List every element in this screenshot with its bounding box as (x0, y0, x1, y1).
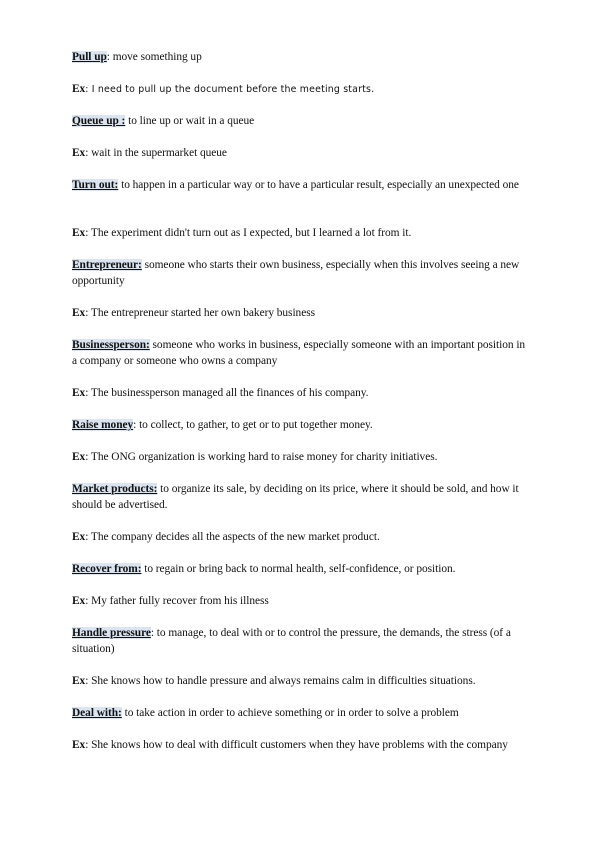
example-text: : wait in the supermarket queue (85, 147, 227, 159)
definition-line (72, 258, 532, 289)
vocab-term: Handle pressure (72, 627, 151, 639)
example-text: : The entrepreneur started her own bakery business (85, 307, 315, 319)
definition-line (72, 50, 532, 66)
example-label: Ex (72, 595, 86, 607)
definition-line (72, 114, 532, 130)
example-line (72, 738, 532, 754)
example-line (72, 594, 532, 610)
example-line (72, 306, 532, 322)
vocab-term: Market products: (72, 483, 158, 495)
example-line (72, 82, 532, 98)
definition-text: to organize its sale, by deciding on its price, where it should be sold, and how it should be advertised. (72, 483, 519, 511)
vocab-term: Raise money (72, 419, 134, 431)
example-line (72, 530, 532, 546)
definition-line (72, 178, 532, 194)
definition-text: someone who starts their own business, especially when this involves seeing a new opportunity (72, 259, 520, 287)
vocab-term: Recover from: (72, 563, 142, 575)
definition-line (72, 418, 532, 434)
example-label: Ex (72, 227, 86, 239)
example-text: : She knows how to deal with difficult customers when they have problems with the company (85, 739, 508, 751)
example-text: : The company decides all the aspects of the new market product. (85, 531, 380, 543)
example-line (72, 450, 532, 466)
vocab-term: Pull up (72, 51, 107, 63)
example-label: Ex (72, 531, 86, 543)
definition-text: : to manage, to deal with or to control the pressure, the demands, the stress (of a situation) (72, 627, 511, 655)
example-line (72, 226, 532, 242)
vocab-term: Turn out: (72, 179, 119, 191)
example-label: Ex (72, 387, 86, 399)
example-label: Ex (72, 451, 86, 463)
definition-line (72, 482, 532, 513)
example-text: : She knows how to handle pressure and always remains calm in difficulties situations. (85, 675, 476, 687)
example-text: : My father fully recover from his illness (85, 595, 269, 607)
example-label: Ex (72, 147, 86, 159)
example-text: : I need to pull up the document before the meeting starts. (85, 84, 375, 95)
vocab-term: Entrepreneur: (72, 259, 142, 271)
definition-text: : to collect, to gather, to get or to put together money. (133, 419, 373, 431)
example-label: Ex (72, 739, 86, 751)
vocab-term: Businessperson: (72, 339, 150, 351)
example-line (72, 386, 532, 402)
example-text: : The ONG organization is working hard to raise money for charity initiatives. (85, 451, 438, 463)
vocab-term: Queue up : (72, 115, 126, 127)
definition-text: to take action in order to achieve something or in order to solve a problem (121, 707, 459, 719)
definition-line (72, 338, 532, 369)
example-text: : The experiment didn't turn out as I expected, but I learned a lot from it. (85, 227, 412, 239)
example-line (72, 146, 532, 162)
example-line (72, 674, 532, 690)
example-label: Ex (72, 675, 86, 687)
definition-text: to regain or bring back to normal health, self-confidence, or position. (141, 563, 456, 575)
definition-line (72, 706, 532, 722)
definition-text: : move something up (106, 51, 202, 63)
definition-line (72, 562, 532, 578)
example-text: : The businessperson managed all the finances of his company. (85, 387, 369, 399)
definition-line (72, 626, 532, 657)
example-label: Ex (72, 83, 86, 95)
example-label: Ex (72, 307, 86, 319)
definition-text: to happen in a particular way or to have a particular result, especially an unexpected one (118, 179, 519, 191)
definition-text: to line up or wait in a queue (125, 115, 255, 127)
vocab-term: Deal with: (72, 707, 122, 719)
definition-text: someone who works in business, especially someone with an important position in a company or someone who owns a company (72, 339, 526, 367)
